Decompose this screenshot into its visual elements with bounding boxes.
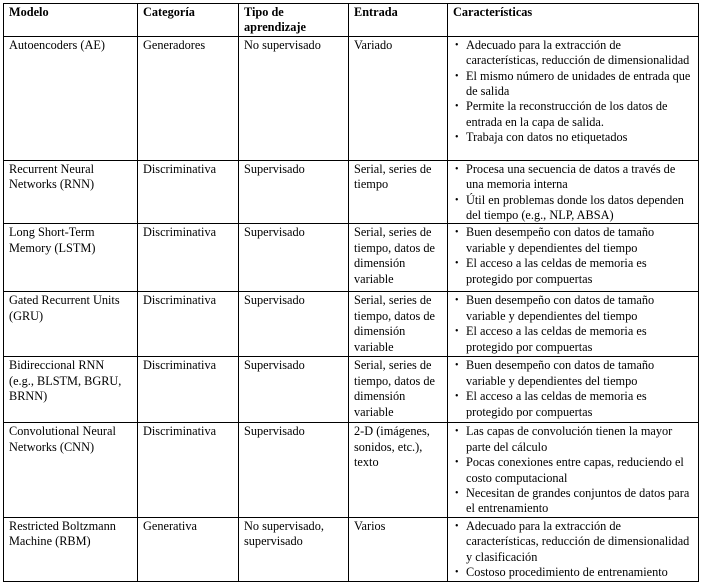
- characteristic-item: • Trabaja con datos no etiquetados: [453, 130, 693, 145]
- table-row: [4, 357, 699, 423]
- characteristic-item: • El acceso a las celdas de memoria es protegido por compuertas: [453, 324, 693, 355]
- header-row: [4, 4, 699, 37]
- input-cell: Serial, series de tiempo, datos de dimensión variable: [349, 224, 448, 292]
- table-row: [4, 423, 699, 517]
- characteristic-item: • Buen desempeño con datos de tamaño variable y dependientes del tiempo: [453, 225, 693, 256]
- model-cell: Gated Recurrent Units (GRU): [4, 292, 138, 357]
- input-cell: Serial, series de tiempo, datos de dimensión variable: [349, 357, 448, 423]
- learning-type-cell: No supervisado: [239, 36, 349, 160]
- characteristic-item: • Útil en problemas donde los datos dependen del tiempo (e.g., NLP, ABSA): [453, 193, 693, 224]
- characteristics-list: [453, 38, 693, 146]
- characteristic-item: • El acceso a las celdas de memoria es protegido por compuertas: [453, 256, 693, 287]
- learning-type-cell: Supervisado: [239, 292, 349, 357]
- characteristic-item: • Las capas de convolución tienen la mayor parte del cálculo: [453, 424, 693, 455]
- characteristics-list: [453, 162, 693, 224]
- category-cell: Discriminativa: [138, 224, 239, 292]
- characteristics-cell: [448, 423, 699, 517]
- header-modelo: Modelo: [4, 4, 138, 37]
- characteristic-item: • Adecuado para la extracción de características, reducción de dimensionalidad y clasificación: [453, 519, 693, 565]
- characteristic-item: • Procesa una secuencia de datos a través de una memoria interna: [453, 162, 693, 193]
- characteristic-item: • El mismo número de unidades de entrada que de salida: [453, 69, 693, 100]
- input-cell: 2-D (imágenes, sonidos, etc.), texto: [349, 423, 448, 517]
- characteristic-item: • Necesitan de grandes conjuntos de datos para el entrenamiento: [453, 486, 693, 517]
- header-caracteristicas: Características: [448, 4, 699, 37]
- characteristic-item: • Pocas conexiones entre capas, reduciendo el costo computacional: [453, 455, 693, 486]
- model-cell: Recurrent Neural Networks (RNN): [4, 160, 138, 224]
- category-cell: Discriminativa: [138, 423, 239, 517]
- characteristics-cell: [448, 160, 699, 224]
- model-cell: Autoencoders (AE): [4, 36, 138, 160]
- header-tipo: Tipo de aprendizaje: [239, 4, 349, 37]
- model-cell: Bidireccional RNN (e.g., BLSTM, BGRU, BRNN): [4, 357, 138, 423]
- model-cell: Long Short-Term Memory (LSTM): [4, 224, 138, 292]
- table-row: [4, 517, 699, 581]
- header-categoria: Categoría: [138, 4, 239, 37]
- characteristic-item: • El acceso a las celdas de memoria es protegido por compuertas: [453, 389, 693, 420]
- input-cell: Serial, series de tiempo: [349, 160, 448, 224]
- learning-type-cell: No supervisado, supervisado: [239, 517, 349, 581]
- model-cell: Restricted Boltzmann Machine (RBM): [4, 517, 138, 581]
- input-cell: Serial, series de tiempo, datos de dimensión variable: [349, 292, 448, 357]
- category-cell: Discriminativa: [138, 292, 239, 357]
- input-cell: Varios: [349, 517, 448, 581]
- table-row: [4, 36, 699, 160]
- characteristics-list: [453, 424, 693, 516]
- learning-type-cell: Supervisado: [239, 160, 349, 224]
- table-row: [4, 160, 699, 224]
- characteristics-list: [453, 358, 693, 420]
- model-cell: Convolutional Neural Networks (CNN): [4, 423, 138, 517]
- header-entrada: Entrada: [349, 4, 448, 37]
- models-table: [3, 3, 699, 582]
- characteristics-cell: [448, 36, 699, 160]
- input-cell: Variado: [349, 36, 448, 160]
- table-row: [4, 292, 699, 357]
- characteristics-list: [453, 293, 693, 355]
- category-cell: Generadores: [138, 36, 239, 160]
- characteristic-item: • Permite la reconstrucción de los datos de entrada en la capa de salida.: [453, 99, 693, 130]
- characteristic-item: • Costoso procedimiento de entrenamiento: [453, 565, 693, 580]
- characteristics-list: [453, 225, 693, 287]
- characteristics-list: [453, 519, 693, 581]
- characteristics-cell: [448, 292, 699, 357]
- characteristic-item: • Adecuado para la extracción de características, reducción de dimensionalidad: [453, 38, 693, 69]
- category-cell: Generativa: [138, 517, 239, 581]
- category-cell: Discriminativa: [138, 357, 239, 423]
- table-row: [4, 224, 699, 292]
- characteristics-cell: [448, 357, 699, 423]
- characteristic-item: • Buen desempeño con datos de tamaño variable y dependientes del tiempo: [453, 293, 693, 324]
- learning-type-cell: Supervisado: [239, 224, 349, 292]
- category-cell: Discriminativa: [138, 160, 239, 224]
- characteristics-cell: [448, 517, 699, 581]
- characteristics-cell: [448, 224, 699, 292]
- learning-type-cell: Supervisado: [239, 423, 349, 517]
- characteristic-item: • Buen desempeño con datos de tamaño variable y dependientes del tiempo: [453, 358, 693, 389]
- learning-type-cell: Supervisado: [239, 357, 349, 423]
